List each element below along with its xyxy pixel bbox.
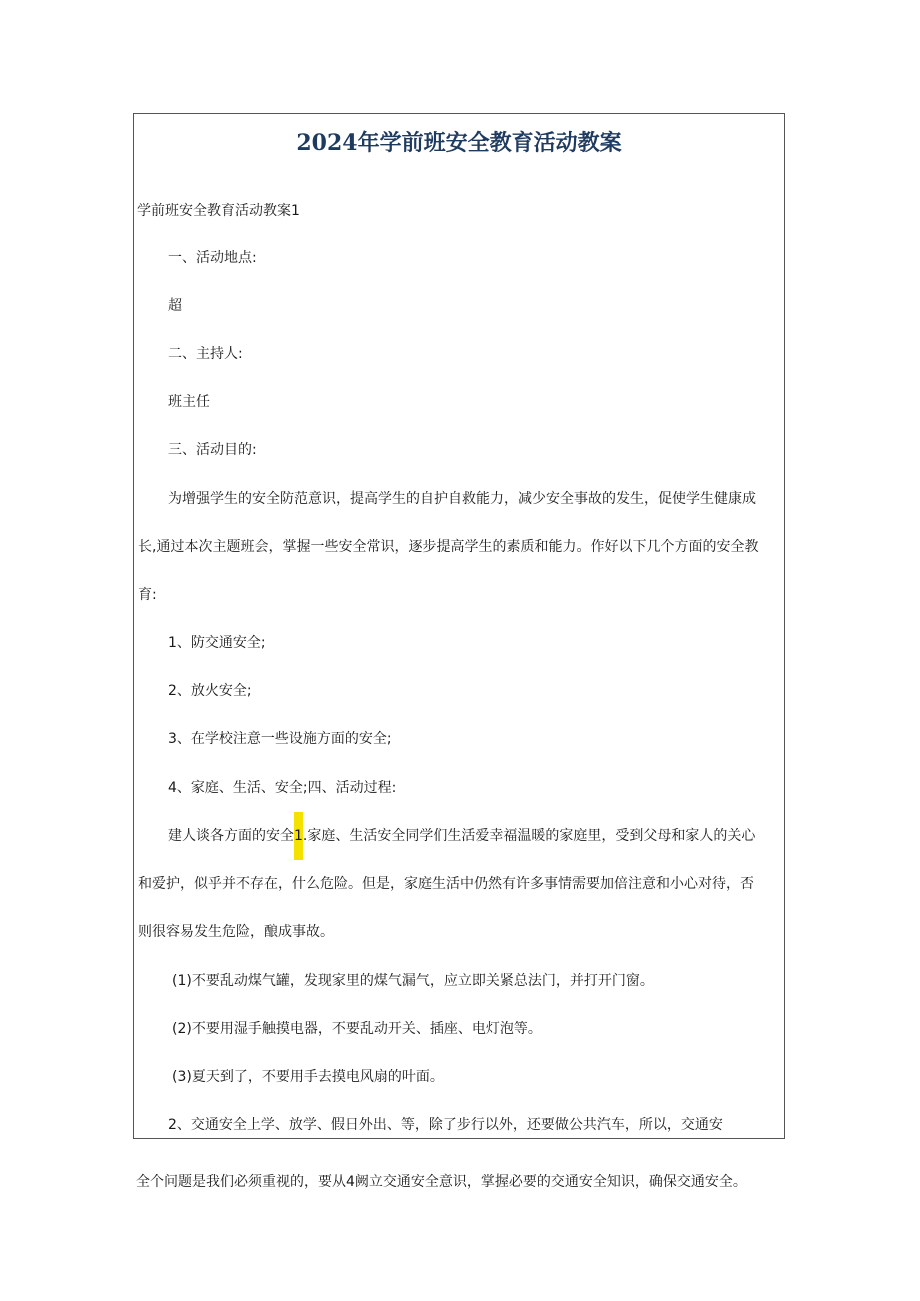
continuation-paragraph-line: 全个问题是我们必须重视的，要从4阙立交通安全意识，掌握必要的交通安全知识，确保交通安全。 <box>136 1174 747 1190</box>
process-paragraph-line: 和爱护，似乎并不存在，什么危险。但是，家庭生活中仍然有许多事情需要加倍注意和小心对待，否 <box>138 876 754 892</box>
safety-rule: (2)不要用湿手触摸电器，不要乱动开关、插座、电灯泡等。 <box>172 1021 542 1037</box>
location-value: 超 <box>168 298 182 314</box>
purpose-paragraph-line: 育: <box>138 587 157 603</box>
document-title: 2024年学前班安全教育活动教案 <box>296 130 622 156</box>
safety-rule: (3)夏天到了，不要用手去摸电风扇的叶面。 <box>172 1069 444 1085</box>
safety-rule: (1)不要乱动煤气罐，发现家里的煤气漏气，应立即关紧总法门，并打开门窗。 <box>172 973 654 989</box>
traffic-paragraph-line: 2、交通安全上学、放学、假日外出、等，除了步行以外，还要做公共汽车，所以，交通安 <box>168 1117 723 1133</box>
list-item: 3、在学校注意一些设施方面的安全; <box>168 731 392 747</box>
section-subtitle: 学前班安全教育活动教案1 <box>137 203 300 219</box>
process-paragraph-line: 则很容易发生危险，酿成事故。 <box>138 924 334 940</box>
host-value: 班主任 <box>168 394 210 410</box>
process-text: .家庭、生活安全同学们生活爱幸福温暖的家庭里，受到父母和家人的关心 <box>302 828 756 844</box>
list-item: 4、家庭、生活、安全;四、活动过程: <box>168 780 397 796</box>
process-paragraph-line <box>168 826 755 846</box>
purpose-paragraph-line: 为增强学生的安全防范意识，提高学生的自护自救能力，减少安全事故的发生，促使学生健康成 <box>168 491 756 507</box>
process-text: 建人谈各方面的安全 <box>168 828 294 844</box>
host-heading: 二、主持人: <box>168 346 243 362</box>
document-page-frame <box>133 113 785 1139</box>
location-heading: 一、活动地点: <box>168 250 257 266</box>
purpose-heading: 三、活动目的: <box>168 442 257 458</box>
purpose-paragraph-line: 长,通过本次主题班会，掌握一些安全常识，逐步提高学生的素质和能力。作好以下几个方面的安全教 <box>138 539 759 555</box>
list-item: 2、放火安全; <box>168 683 252 699</box>
highlighted-text: 1 <box>294 812 303 860</box>
list-item: 1、防交通安全; <box>168 635 266 651</box>
